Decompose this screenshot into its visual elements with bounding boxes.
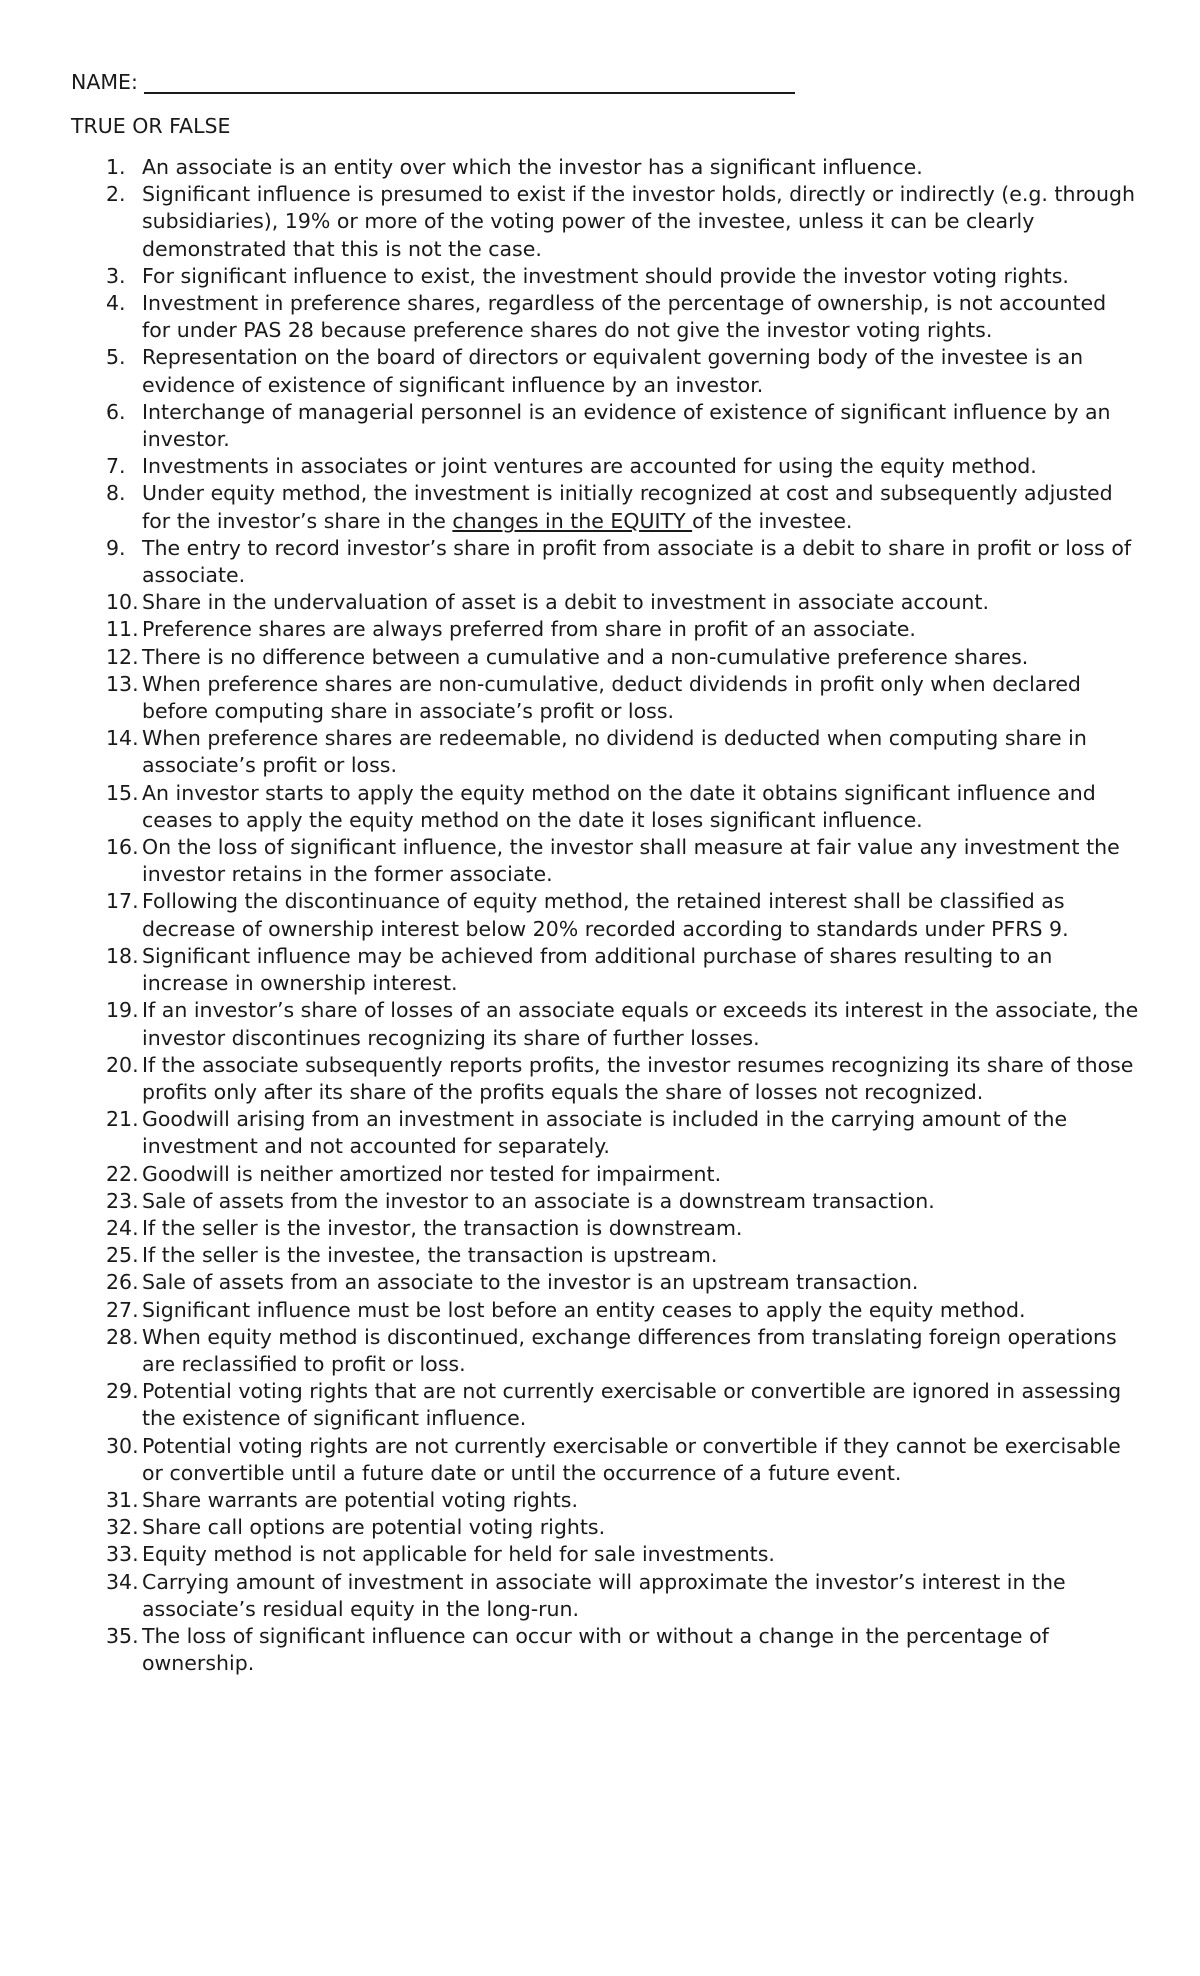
question-number: 32. [106, 1515, 139, 1540]
question-number: 19. [106, 998, 139, 1023]
question-text: Equity method is not applicable for held for sale investments. [142, 1542, 775, 1567]
question-text-part: of the investee. [692, 508, 853, 533]
question-text: Significant influence may be achieved from additional purchase of shares resulting to an increase in ownership interest. [142, 943, 1053, 996]
question-list [0, 154, 1200, 1677]
question-number: 15. [106, 780, 139, 805]
question-text: Share in the undervaluation of asset is a debit to investment in associate account. [142, 590, 989, 615]
question-text: If the associate subsequently reports profits, the investor resumes recognizing its share of those profits only after its share of the profits equals the share of losses not recognized. [142, 1052, 1134, 1104]
question-text: Sale of assets from an associate to the investor is an upstream transaction. [142, 1270, 919, 1295]
question-text: Following the discontinuance of equity method, the retained interest shall be classified as decrease of ownership interest below 20% recorded according to standards under PFRS 9. [142, 889, 1069, 941]
question-text: Potential voting rights that are not currently exercisable or convertible are ignored in assessing the existence of significant influence. [142, 1379, 1122, 1431]
question-text: Share call options are potential voting rights. [142, 1515, 606, 1540]
question-item [0, 1242, 1200, 1269]
question-item [0, 589, 1200, 616]
question-item [0, 616, 1200, 643]
question-number: 17. [106, 889, 139, 914]
question-text: An investor starts to apply the equity method on the date it obtains significant influence and ceases to apply the equity method on the date it loses significant influence. [142, 780, 1096, 832]
question-item [0, 399, 1200, 453]
question-item [0, 725, 1200, 779]
question-number: 8. [106, 481, 126, 506]
question-number: 2. [106, 182, 126, 207]
question-text: If the seller is the investee, the transaction is upstream. [142, 1243, 718, 1268]
question-item [0, 1487, 1200, 1514]
question-number: 3. [106, 263, 126, 288]
question-number: 28. [106, 1324, 139, 1349]
question-number: 34. [106, 1569, 139, 1594]
question-number: 29. [106, 1379, 139, 1404]
question-item [0, 943, 1200, 997]
question-number: 20. [106, 1052, 139, 1077]
underlined-phrase: changes in the EQUITY [452, 508, 693, 533]
question-text: Preference shares are always preferred from share in profit of an associate. [142, 617, 916, 642]
question-number: 6. [106, 399, 126, 424]
question-item [0, 1433, 1200, 1487]
question-number: 21. [106, 1107, 139, 1132]
question-number: 35. [106, 1623, 139, 1648]
question-number: 27. [106, 1297, 139, 1322]
question-text: Goodwill arising from an investment in associate is included in the carrying amount of the investment and not accounted for separately. [142, 1107, 1068, 1159]
question-text: Investment in preference shares, regardless of the percentage of ownership, is not accounted for under PAS 28 because preference shares do not give the investor voting rights. [142, 291, 1107, 343]
question-text: Potential voting rights are not currently exercisable or convertible if they cannot be exercisable or convertible until a future date or until the occurrence of a future event. [142, 1433, 1121, 1485]
question-number: 10. [106, 590, 139, 615]
question-text: When preference shares are non-cumulative, deduct dividends in profit only when declared before computing share in associate’s profit or loss. [142, 671, 1081, 724]
question-number: 30. [106, 1433, 139, 1458]
question-item [0, 290, 1200, 344]
question-number: 1. [106, 155, 126, 179]
question-number: 26. [106, 1270, 139, 1295]
question-text: Goodwill is neither amortized nor tested for impairment. [142, 1161, 722, 1186]
question-item [0, 1514, 1200, 1541]
question-item [0, 1106, 1200, 1160]
question-number: 9. [106, 535, 126, 560]
question-text: Sale of assets from the investor to an associate is a downstream transaction. [142, 1188, 935, 1213]
question-item [0, 1161, 1200, 1188]
section-title: TRUE OR FALSE [71, 114, 231, 138]
question-text: If the seller is the investor, the transaction is downstream. [142, 1215, 743, 1240]
question-item [0, 1324, 1200, 1378]
question-item [0, 888, 1200, 942]
question-text-part: Under equity method, the investment is initially recognized at cost and subsequently adjusted for the investor’s share in the [142, 481, 1113, 533]
question-text: The entry to record investor’s share in profit from associate is a debit to share in profit or loss of associate. [142, 535, 1132, 588]
question-number: 13. [106, 671, 139, 696]
question-item [0, 644, 1200, 671]
question-number: 14. [106, 726, 139, 751]
question-text: Investments in associates or joint ventures are accounted for using the equity method. [142, 454, 1037, 479]
question-item [0, 1297, 1200, 1324]
question-number: 7. [106, 454, 126, 479]
question-number: 31. [106, 1487, 139, 1512]
question-text: Interchange of managerial personnel is an evidence of existence of significant influence by an investor. [142, 399, 1111, 452]
question-item [0, 453, 1200, 480]
question-item [0, 344, 1200, 398]
question-text: When equity method is discontinued, exchange differences from translating foreign operations are reclassified to profit or loss. [142, 1324, 1117, 1376]
question-text: For significant influence to exist, the investment should provide the investor voting rights. [142, 263, 1069, 288]
question-item [0, 263, 1200, 290]
question-number: 11. [106, 617, 139, 642]
question-item [0, 671, 1200, 725]
question-item [0, 1215, 1200, 1242]
question-item [0, 1188, 1200, 1215]
question-text: If an investor’s share of losses of an associate equals or exceeds its interest in the associate, the investor discontinues recognizing its share of further losses. [142, 998, 1139, 1050]
name-label: NAME: [71, 70, 138, 94]
question-text: There is no difference between a cumulative and a non-cumulative preference shares. [142, 644, 1029, 669]
question-item [0, 1569, 1200, 1623]
question-item [0, 780, 1200, 834]
question-item [0, 480, 1200, 534]
question-text [142, 481, 1113, 532]
question-item [0, 997, 1200, 1051]
question-number: 23. [106, 1188, 139, 1213]
question-text: Share warrants are potential voting rights. [142, 1487, 578, 1512]
question-text: On the loss of significant influence, the investor shall measure at fair value any investment the investor retains in the former associate. [142, 835, 1120, 887]
question-text: Significant influence is presumed to exist if the investor holds, directly or indirectly (e.g. through subsidiaries), 19% or more of the voting power of the investee, unless it can be clearly demonstrated that this is not the case. [142, 182, 1135, 261]
question-text: An associate is an entity over which the investor has a significant influence. [142, 155, 923, 179]
name-row [71, 70, 795, 94]
question-number: 12. [106, 644, 139, 669]
question-text: When preference shares are redeemable, no dividend is deducted when computing share in associate’s profit or loss. [142, 726, 1087, 778]
name-blank-line [144, 70, 795, 94]
question-text: Representation on the board of directors or equivalent governing body of the investee is an evidence of existence of significant influence by an investor. [142, 345, 1084, 397]
question-item [0, 1541, 1200, 1568]
question-item [0, 154, 1200, 181]
question-number: 22. [106, 1161, 139, 1186]
question-number: 25. [106, 1243, 139, 1268]
question-item [0, 1623, 1200, 1677]
question-number: 16. [106, 835, 139, 860]
question-item [0, 535, 1200, 589]
question-text: The loss of significant influence can occur with or without a change in the percentage of ownership. [142, 1623, 1049, 1676]
question-number: 4. [106, 291, 126, 316]
question-item [0, 834, 1200, 888]
question-number: 24. [106, 1215, 139, 1240]
question-text: Carrying amount of investment in associate will approximate the investor’s interest in the associate’s residual equity in the long-run. [142, 1569, 1066, 1621]
question-item [0, 1052, 1200, 1106]
question-item [0, 181, 1200, 263]
question-text: Significant influence must be lost before an entity ceases to apply the equity method. [142, 1297, 1026, 1322]
question-number: 18. [106, 943, 139, 968]
question-item [0, 1269, 1200, 1296]
question-number: 33. [106, 1542, 139, 1567]
question-item [0, 1378, 1200, 1432]
question-number: 5. [106, 345, 126, 370]
